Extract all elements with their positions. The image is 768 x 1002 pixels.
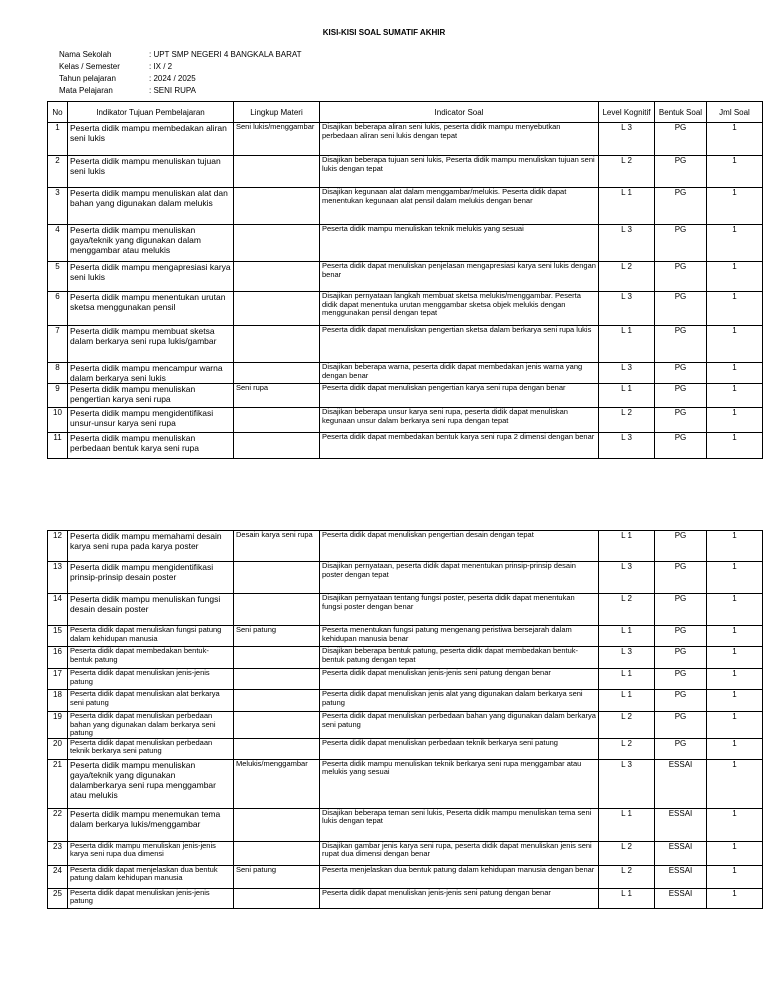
lingkup-materi-cell: Desain karya seni rupa <box>234 531 320 562</box>
indicator-soal-cell: Disajikan beberapa bentuk patung, peserta didik dapat membedakan bentuk-bentuk patung dengan tepat <box>320 647 599 669</box>
indicator-soal-cell: Disajikan beberapa warna, peserta didik dapat membedakan jenis warna yang dengan benar <box>320 363 599 384</box>
bentuk-soal-cell: PG <box>655 408 707 433</box>
jml-soal-cell: 1 <box>707 594 763 626</box>
table-row <box>48 888 763 908</box>
jml-soal-cell: 1 <box>707 384 763 408</box>
level-kognitif-cell: L 3 <box>599 123 655 156</box>
indicator-soal-cell: Peserta didik dapat menuliskan jenis-jenis seni patung dengan benar <box>320 888 599 908</box>
header-soal: Indicator Soal <box>320 102 599 123</box>
header-bentuk: Bentuk Soal <box>655 102 707 123</box>
level-kognitif-cell: L 1 <box>599 669 655 690</box>
table-row <box>48 225 763 262</box>
meta-label: Tahun pelajaran <box>59 74 116 83</box>
lingkup-materi-cell <box>234 262 320 292</box>
row-number: 18 <box>48 690 68 712</box>
bentuk-soal-cell: PG <box>655 363 707 384</box>
jml-soal-cell: 1 <box>707 408 763 433</box>
indicator-soal-cell: Disajikan pernyataan langkah membuat sketsa melukis/menggambar. Peserta didik dapat menentuka urutan menggambar sketsa objek melukis dengan menggunakan pensil dengan tepat <box>320 292 599 326</box>
lingkup-materi-cell <box>234 156 320 188</box>
indikator-cell: Peserta didik mampu menuliskan gaya/teknik yang digunakan dalam menggambar atau melukis <box>68 225 234 262</box>
indicator-soal-cell: Peserta didik mampu menuliskan teknik melukis yang sesuai <box>320 225 599 262</box>
indikator-cell: Peserta didik mampu menuliskan jenis-jenis karya seni rupa dua dimensi <box>68 841 234 865</box>
row-number: 2 <box>48 156 68 188</box>
indicator-soal-cell: Disajikan pernyataan tentang fungsi poster, peserta didik dapat menentukan fungsi poster dengan benar <box>320 594 599 626</box>
header-level: Level Kognitif <box>599 102 655 123</box>
indicator-soal-cell: Peserta didik dapat menuliskan jenis alat yang digunakan dalam berkarya seni patung <box>320 690 599 712</box>
row-number: 11 <box>48 433 68 459</box>
row-number: 13 <box>48 562 68 594</box>
lingkup-materi-cell: Seni patung <box>234 626 320 647</box>
table-row <box>48 865 763 888</box>
row-number: 9 <box>48 384 68 408</box>
jml-soal-cell: 1 <box>707 156 763 188</box>
bentuk-soal-cell: ESSAI <box>655 759 707 808</box>
header-indikator: Indikator Tujuan Pembelajaran <box>68 102 234 123</box>
indikator-cell: Peserta didik mampu memahami desain karya seni rupa pada karya poster <box>68 531 234 562</box>
indikator-cell: Peserta didik mampu menuliskan alat dan bahan yang digunakan dalam melukis <box>68 188 234 225</box>
level-kognitif-cell: L 1 <box>599 384 655 408</box>
table-row <box>48 738 763 759</box>
level-kognitif-cell: L 2 <box>599 408 655 433</box>
kisi-kisi-table-page-1 <box>47 101 763 459</box>
indicator-soal-cell: Disajikan pernyataan, peserta didik dapat menentukan prinsip-prinsip desain poster dengan tepat <box>320 562 599 594</box>
table-row <box>48 384 763 408</box>
row-number: 6 <box>48 292 68 326</box>
bentuk-soal-cell: PG <box>655 531 707 562</box>
row-number: 24 <box>48 865 68 888</box>
row-number: 10 <box>48 408 68 433</box>
indikator-cell: Peserta didik mampu mengidentifikasi prinsip-prinsip desain poster <box>68 562 234 594</box>
lingkup-materi-cell <box>234 669 320 690</box>
table-row <box>48 562 763 594</box>
bentuk-soal-cell: PG <box>655 738 707 759</box>
lingkup-materi-cell: Seni rupa <box>234 384 320 408</box>
jml-soal-cell: 1 <box>707 225 763 262</box>
row-number: 19 <box>48 712 68 739</box>
lingkup-materi-cell <box>234 808 320 841</box>
indikator-cell: Peserta didik mampu menentukan urutan sketsa menggunakan pensil <box>68 292 234 326</box>
indicator-soal-cell: Peserta didik dapat menuliskan perbedaan bahan yang digunakan dalam berkarya seni patung <box>320 712 599 739</box>
table-row <box>48 647 763 669</box>
indikator-cell: Peserta didik dapat menuliskan fungsi patung dalam kehidupan manusia <box>68 626 234 647</box>
bentuk-soal-cell: PG <box>655 225 707 262</box>
header-lingkup: Lingkup Materi <box>234 102 320 123</box>
level-kognitif-cell: L 3 <box>599 292 655 326</box>
indikator-cell: Peserta didik dapat menuliskan jenis-jenis patung <box>68 888 234 908</box>
indikator-cell: Peserta didik dapat menuliskan jenis-jenis patung <box>68 669 234 690</box>
indicator-soal-cell: Disajikan beberapa tujuan seni lukis, Peserta didik mampu menuliskan tujuan seni lukis dengan tepat <box>320 156 599 188</box>
bentuk-soal-cell: PG <box>655 123 707 156</box>
jml-soal-cell: 1 <box>707 669 763 690</box>
jml-soal-cell: 1 <box>707 888 763 908</box>
indikator-cell: Peserta didik mampu mengidentifikasi unsur-unsur karya seni rupa <box>68 408 234 433</box>
table-row <box>48 712 763 739</box>
jml-soal-cell: 1 <box>707 292 763 326</box>
meta-label: Kelas / Semester <box>59 62 120 71</box>
jml-soal-cell: 1 <box>707 738 763 759</box>
level-kognitif-cell: L 2 <box>599 712 655 739</box>
row-number: 21 <box>48 759 68 808</box>
indikator-cell: Peserta didik mampu mengapresiasi karya seni lukis <box>68 262 234 292</box>
meta-value: : 2024 / 2025 <box>149 74 196 83</box>
level-kognitif-cell: L 2 <box>599 841 655 865</box>
table-row <box>48 531 763 562</box>
row-number: 23 <box>48 841 68 865</box>
indicator-soal-cell: Disajikan gambar jenis karya seni rupa, peserta didik dapat menuliskan jenis seni rupat dua dimensi dengan benar <box>320 841 599 865</box>
table-row <box>48 759 763 808</box>
row-number: 1 <box>48 123 68 156</box>
indikator-cell: Peserta didik mampu mencampur warna dalam berkarya seni lukis <box>68 363 234 384</box>
bentuk-soal-cell: PG <box>655 188 707 225</box>
row-number: 20 <box>48 738 68 759</box>
table-row <box>48 408 763 433</box>
level-kognitif-cell: L 2 <box>599 738 655 759</box>
indikator-cell: Peserta didik dapat menuliskan perbedaan bahan yang digunakan dalam berkarya seni patung <box>68 712 234 739</box>
indicator-soal-cell: Peserta didik dapat menuliskan perbedaan teknik berkarya seni patung <box>320 738 599 759</box>
bentuk-soal-cell: PG <box>655 647 707 669</box>
meta-label: Nama Sekolah <box>59 50 112 59</box>
jml-soal-cell: 1 <box>707 690 763 712</box>
jml-soal-cell: 1 <box>707 626 763 647</box>
jml-soal-cell: 1 <box>707 188 763 225</box>
header-jml: Jml Soal <box>707 102 763 123</box>
table-row <box>48 690 763 712</box>
jml-soal-cell: 1 <box>707 531 763 562</box>
indicator-soal-cell: Disajikan beberapa aliran seni lukis, peserta didik mampu menyebutkan perbedaan aliran seni lukis dengan tepat <box>320 123 599 156</box>
jml-soal-cell: 1 <box>707 326 763 363</box>
indikator-cell: Peserta didik mampu menuliskan pengertian karya seni rupa <box>68 384 234 408</box>
lingkup-materi-cell <box>234 594 320 626</box>
bentuk-soal-cell: PG <box>655 262 707 292</box>
level-kognitif-cell: L 3 <box>599 363 655 384</box>
indicator-soal-cell: Disajikan beberapa teman seni lukis, Peserta didik mampu menuliskan tema seni lukis dengan tepat <box>320 808 599 841</box>
table-row <box>48 326 763 363</box>
meta-row <box>59 85 302 97</box>
row-number: 17 <box>48 669 68 690</box>
indicator-soal-cell: Peserta didik dapat membedakan bentuk karya seni rupa 2 dimensi dengan benar <box>320 433 599 459</box>
jml-soal-cell: 1 <box>707 841 763 865</box>
indicator-soal-cell: Disajikan beberapa unsur karya seni rupa, peserta didik dapat menuliskan kegunaan unsur dalam berkarya seni rupa dengan tepat <box>320 408 599 433</box>
table-row <box>48 292 763 326</box>
lingkup-materi-cell <box>234 225 320 262</box>
table-header-row <box>48 102 763 123</box>
document-title: KISI-KISI SOAL SUMATIF AKHIR <box>322 28 446 37</box>
row-number: 3 <box>48 188 68 225</box>
bentuk-soal-cell: PG <box>655 292 707 326</box>
jml-soal-cell: 1 <box>707 363 763 384</box>
indicator-soal-cell: Peserta menentukan fungsi patung mengenang peristiwa bersejarah dalam kehidupan manusia benar <box>320 626 599 647</box>
row-number: 22 <box>48 808 68 841</box>
meta-value: : IX / 2 <box>149 62 173 71</box>
table-row <box>48 669 763 690</box>
bentuk-soal-cell: ESSAI <box>655 808 707 841</box>
level-kognitif-cell: L 1 <box>599 808 655 841</box>
bentuk-soal-cell: ESSAI <box>655 841 707 865</box>
indicator-soal-cell: Peserta didik dapat menuliskan pengertian desain dengan tepat <box>320 531 599 562</box>
level-kognitif-cell: L 3 <box>599 225 655 262</box>
row-number: 7 <box>48 326 68 363</box>
bentuk-soal-cell: PG <box>655 690 707 712</box>
row-number: 14 <box>48 594 68 626</box>
bentuk-soal-cell: PG <box>655 326 707 363</box>
table-row <box>48 123 763 156</box>
level-kognitif-cell: L 3 <box>599 647 655 669</box>
row-number: 12 <box>48 531 68 562</box>
bentuk-soal-cell: ESSAI <box>655 865 707 888</box>
level-kognitif-cell: L 3 <box>599 759 655 808</box>
level-kognitif-cell: L 1 <box>599 888 655 908</box>
jml-soal-cell: 1 <box>707 759 763 808</box>
indicator-soal-cell: Peserta didik dapat menuliskan pengertian sketsa dalam berkarya seni rupa lukis <box>320 326 599 363</box>
level-kognitif-cell: L 2 <box>599 156 655 188</box>
meta-value: : SENI RUPA <box>149 86 196 95</box>
row-number: 8 <box>48 363 68 384</box>
meta-label: Mata Pelajaran <box>59 86 113 95</box>
lingkup-materi-cell <box>234 562 320 594</box>
level-kognitif-cell: L 1 <box>599 326 655 363</box>
jml-soal-cell: 1 <box>707 865 763 888</box>
level-kognitif-cell: L 3 <box>599 433 655 459</box>
lingkup-materi-cell <box>234 888 320 908</box>
level-kognitif-cell: L 1 <box>599 626 655 647</box>
lingkup-materi-cell: Seni lukis/menggambar <box>234 123 320 156</box>
table-row <box>48 188 763 225</box>
row-number: 4 <box>48 225 68 262</box>
bentuk-soal-cell: PG <box>655 156 707 188</box>
table-row <box>48 626 763 647</box>
jml-soal-cell: 1 <box>707 808 763 841</box>
bentuk-soal-cell: PG <box>655 594 707 626</box>
bentuk-soal-cell: PG <box>655 626 707 647</box>
meta-row <box>59 61 302 73</box>
indicator-soal-cell: Peserta didik mampu menuliskan teknik berkarya seni rupa menggambar atau melukis yang sesuai <box>320 759 599 808</box>
lingkup-materi-cell <box>234 690 320 712</box>
table-row <box>48 808 763 841</box>
bentuk-soal-cell: PG <box>655 384 707 408</box>
table-row <box>48 363 763 384</box>
indicator-soal-cell: Peserta menjelaskan dua bentuk patung dalam kehidupan manusia dengan benar <box>320 865 599 888</box>
meta-row <box>59 49 302 61</box>
level-kognitif-cell: L 2 <box>599 865 655 888</box>
table-row <box>48 841 763 865</box>
row-number: 5 <box>48 262 68 292</box>
indicator-soal-cell: Peserta didik dapat menuliskan pengertian karya seni rupa dengan benar <box>320 384 599 408</box>
row-number: 16 <box>48 647 68 669</box>
lingkup-materi-cell <box>234 647 320 669</box>
meta-value: : UPT SMP NEGERI 4 BANGKALA BARAT <box>149 50 302 59</box>
lingkup-materi-cell: Seni patung <box>234 865 320 888</box>
lingkup-materi-cell <box>234 292 320 326</box>
indikator-cell: Peserta didik mampu menemukan tema dalam berkarya lukis/menggambar <box>68 808 234 841</box>
jml-soal-cell: 1 <box>707 262 763 292</box>
jml-soal-cell: 1 <box>707 433 763 459</box>
bentuk-soal-cell: PG <box>655 562 707 594</box>
header-no: No <box>48 102 68 123</box>
indikator-cell: Peserta didik dapat menjelaskan dua bentuk patung dalam kehidupan manusia <box>68 865 234 888</box>
meta-row <box>59 73 302 85</box>
indikator-cell: Peserta didik dapat menuliskan alat berkarya seni patung <box>68 690 234 712</box>
lingkup-materi-cell <box>234 408 320 433</box>
lingkup-materi-cell <box>234 738 320 759</box>
indikator-cell: Peserta didik dapat menuliskan perbedaan teknik berkarya seni patung <box>68 738 234 759</box>
bentuk-soal-cell: PG <box>655 669 707 690</box>
lingkup-materi-cell <box>234 188 320 225</box>
indikator-cell: Peserta didik mampu menuliskan perbedaan bentuk karya seni rupa <box>68 433 234 459</box>
level-kognitif-cell: L 2 <box>599 594 655 626</box>
indikator-cell: Peserta didik dapat membedakan bentuk-bentuk patung <box>68 647 234 669</box>
indikator-cell: Peserta didik mampu membuat sketsa dalam berkarya seni rupa lukis/gambar <box>68 326 234 363</box>
kisi-kisi-table-page-2 <box>47 530 763 909</box>
jml-soal-cell: 1 <box>707 123 763 156</box>
level-kognitif-cell: L 1 <box>599 531 655 562</box>
jml-soal-cell: 1 <box>707 562 763 594</box>
table-row <box>48 156 763 188</box>
table-row <box>48 262 763 292</box>
bentuk-soal-cell: PG <box>655 712 707 739</box>
bentuk-soal-cell: ESSAI <box>655 888 707 908</box>
jml-soal-cell: 1 <box>707 712 763 739</box>
lingkup-materi-cell <box>234 712 320 739</box>
indicator-soal-cell: Peserta didik dapat menuliskan jenis-jenis seni patung dengan benar <box>320 669 599 690</box>
indicator-soal-cell: Peserta didik dapat menuliskan penjelasan mengapresiasi karya seni lukis dengan benar <box>320 262 599 292</box>
level-kognitif-cell: L 2 <box>599 262 655 292</box>
row-number: 15 <box>48 626 68 647</box>
table-row <box>48 433 763 459</box>
lingkup-materi-cell <box>234 326 320 363</box>
indicator-soal-cell: Disajikan kegunaan alat dalam menggambar/melukis. Peserta didik dapat menentukan kegunaan alat pensil dalam melukis dengan benar <box>320 188 599 225</box>
level-kognitif-cell: L 3 <box>599 562 655 594</box>
row-number: 25 <box>48 888 68 908</box>
indikator-cell: Peserta didik mampu menuliskan tujuan seni lukis <box>68 156 234 188</box>
jml-soal-cell: 1 <box>707 647 763 669</box>
level-kognitif-cell: L 1 <box>599 188 655 225</box>
lingkup-materi-cell <box>234 433 320 459</box>
level-kognitif-cell: L 1 <box>599 690 655 712</box>
lingkup-materi-cell <box>234 841 320 865</box>
indikator-cell: Peserta didik mampu menuliskan gaya/teknik yang digunakan dalamberkarya seni rupa menggambar atau melukis <box>68 759 234 808</box>
indikator-cell: Peserta didik mampu membedakan aliran seni lukis <box>68 123 234 156</box>
lingkup-materi-cell: Melukis/menggambar <box>234 759 320 808</box>
lingkup-materi-cell <box>234 363 320 384</box>
indikator-cell: Peserta didik mampu menuliskan fungsi desain desain poster <box>68 594 234 626</box>
table-row <box>48 594 763 626</box>
school-info <box>59 49 302 97</box>
bentuk-soal-cell: PG <box>655 433 707 459</box>
